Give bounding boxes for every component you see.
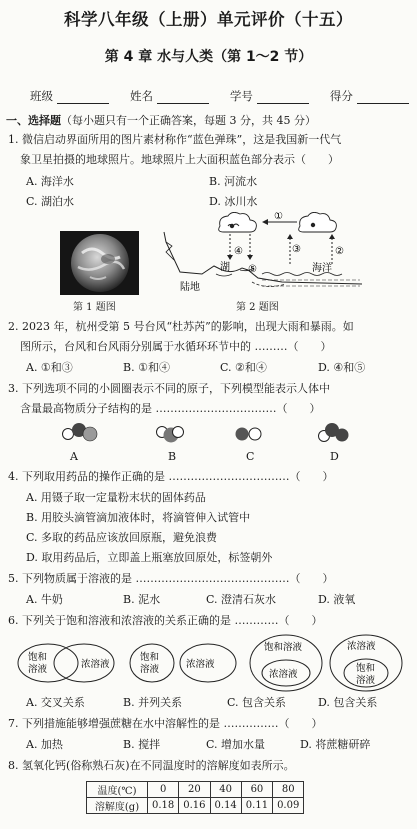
q1-option-c[interactable]: C. 湖泊水 (26, 195, 75, 208)
table-cell: 0.16 (179, 798, 210, 814)
q1-option-a[interactable]: A. 海洋水 (26, 175, 74, 188)
molecule-d-icon (319, 423, 349, 442)
q7-stem: 7. 下列措施能够增强蔗糖在水中溶解性的是 ……………（ ） (8, 717, 323, 730)
q5-option-c[interactable]: C. 澄清石灰水 (206, 593, 277, 606)
q7-option-c[interactable]: C. 增加水量 (206, 738, 266, 751)
q3-stem-line2: 含量最高物质分子结构的是 ……………………………（ ） (20, 402, 321, 415)
q5-stem: 5. 下列物质属于溶液的是 ……………………………………（ ） (8, 572, 334, 585)
svg-text:饱和: 饱和 (28, 652, 48, 663)
table-cell: 0.09 (273, 798, 304, 814)
venn-c-sat: 饱和溶液 (264, 642, 303, 653)
cloud-right-icon (299, 212, 337, 232)
fig2-caption: 第 2 题图 (236, 302, 279, 313)
q7-option-a[interactable]: A. 加热 (26, 738, 63, 751)
q4-option-b[interactable]: B. 用胶头滴管滴加液体时，将滴管伸入试管中 (26, 511, 251, 524)
q7-option-d[interactable]: D. 将蔗糖研碎 (300, 738, 371, 751)
table-cell: 60 (241, 782, 272, 798)
q6-option-a[interactable]: A. 交叉关系 (26, 696, 85, 709)
venn-b-conc: 浓溶液 (186, 659, 215, 670)
lake-label: 湖 (220, 262, 230, 273)
q6-venn-diagrams (14, 633, 406, 693)
water-cycle-diagram (162, 212, 362, 298)
table-cell: 80 (273, 782, 304, 798)
q4-option-c[interactable]: C. 多取的药品应该放回原瓶，避免浪费 (26, 531, 218, 544)
q2-option-a[interactable]: A. ①和③ (26, 361, 73, 374)
q1-earth-photo (60, 231, 139, 295)
table-header-temperature: 温度(℃) (87, 782, 148, 798)
name-label: 姓名 (129, 89, 153, 103)
q2-option-d[interactable]: D. ④和⑤ (318, 361, 366, 374)
q3-option-a[interactable]: A (70, 450, 78, 463)
q2-stem-line1: 2. 2023 年，杭州受第 5 号台风“杜苏芮”的影响，出现大雨和暴雨。如 (8, 320, 354, 333)
chapter-subtitle: 第 4 章 水与人类（第 1～2 节） (104, 49, 313, 65)
class-label: 班级 (30, 89, 53, 103)
svg-text:溶液: 溶液 (28, 664, 48, 675)
q5-option-a[interactable]: A. 牛奶 (26, 593, 63, 606)
q1-option-d[interactable]: D. 冰川水 (209, 195, 258, 208)
q5-option-d[interactable]: D. 液氧 (318, 593, 356, 606)
q6-option-c[interactable]: C. 包含关系 (227, 696, 287, 709)
molecule-b-icon (157, 427, 184, 443)
fig1-caption: 第 1 题图 (73, 302, 116, 313)
student-info-fields (30, 88, 409, 104)
table-cell: 40 (210, 782, 241, 798)
svg-text:溶液: 溶液 (140, 664, 160, 675)
q7-option-b[interactable]: B. 搅拌 (123, 738, 161, 751)
svg-text:溶液: 溶液 (356, 675, 376, 686)
table-cell: 20 (179, 782, 210, 798)
venn-d-conc: 浓溶液 (347, 641, 376, 652)
score-label: 得分 (329, 89, 353, 103)
venn-c-contain (250, 635, 322, 691)
section-note: （每小题只有一个正确答案，每题 3 分，共 45 分） (61, 114, 316, 127)
q8-stem: 8. 氢氧化钙(俗称熟石灰)在不同温度时的溶解度如表所示。 (8, 759, 295, 772)
svg-text:饱和: 饱和 (140, 652, 160, 663)
venn-a-intersect (18, 644, 114, 682)
q5-option-b[interactable]: B. 泥水 (123, 593, 161, 606)
table-header-solubility: 溶解度(g) (87, 798, 148, 814)
table-cell: 0.11 (241, 798, 272, 814)
q1-stem-line2: 象卫星拍摄的地球照片。地球照片上大面积蓝色部分表示（ ） (20, 153, 339, 166)
q2-option-b[interactable]: B. ①和④ (123, 361, 170, 374)
table-cell: 0.14 (210, 798, 241, 814)
land-label: 陆地 (180, 282, 200, 293)
class-blank[interactable] (57, 91, 109, 104)
q2-option-c[interactable]: C. ②和④ (220, 361, 267, 374)
q6-stem: 6. 下列关于饱和溶液和浓溶液的关系正确的是 …………（ ） (8, 614, 323, 627)
q6-option-b[interactable]: B. 并列关系 (123, 696, 183, 709)
venn-d-contain (330, 635, 402, 691)
q4-stem: 4. 下列取用药品的操作正确的是 ……………………………（ ） (8, 470, 334, 483)
label-5: ⑤ (248, 264, 257, 275)
sea-label: 海洋 (312, 263, 332, 274)
q1-stem-line1: 1. 微信启动界面所用的图片素材称作“蓝色弹珠”，这是我国新一代气 (8, 133, 342, 146)
label-2: ② (335, 246, 344, 257)
q4-option-d[interactable]: D. 取用药品后，立即盖上瓶塞放回原处，标签朝外 (26, 551, 273, 564)
section-title: 一、选择题 (6, 114, 61, 127)
q3-option-b[interactable]: B (168, 450, 177, 463)
name-blank[interactable] (157, 91, 209, 104)
score-blank[interactable] (357, 91, 409, 104)
venn-b-separate (130, 644, 236, 682)
student-id-label: 学号 (229, 89, 253, 103)
table-row-temperature (87, 782, 304, 798)
venn-c-conc: 浓溶液 (269, 669, 298, 680)
q8-solubility-table (86, 781, 304, 814)
molecule-c-icon (236, 428, 262, 441)
venn-a-conc: 浓溶液 (81, 659, 110, 670)
table-cell: 0.18 (148, 798, 179, 814)
worksheet-title: 科学八年级（上册）单元评价（十五） (64, 10, 353, 29)
q4-option-a[interactable]: A. 用镊子取一定量粉末状的固体药品 (26, 491, 206, 504)
q1-option-b[interactable]: B. 河流水 (209, 175, 258, 188)
cloud-left-icon (219, 212, 257, 232)
q3-molecule-models (60, 422, 360, 448)
earth-image (60, 231, 139, 295)
section-heading (6, 113, 316, 128)
label-1: ① (274, 212, 283, 222)
svg-text:饱和: 饱和 (356, 663, 376, 674)
q2-stem-line2: 图所示，台风和台风雨分别属于水循环环节中的 ………（ ） (20, 340, 332, 353)
table-row-solubility (87, 798, 304, 814)
q3-option-d[interactable]: D (330, 450, 339, 463)
label-4: ④ (234, 246, 243, 257)
student-id-blank[interactable] (257, 91, 309, 104)
q6-option-d[interactable]: D. 包含关系 (318, 696, 378, 709)
q3-option-c[interactable]: C (246, 450, 255, 463)
q3-stem-line1: 3. 下列选项不同的小圆圈表示不同的原子，下列模型能表示人体中 (8, 382, 330, 395)
label-3: ③ (292, 244, 301, 255)
table-cell: 0 (148, 782, 179, 798)
molecule-a-icon (63, 423, 98, 441)
